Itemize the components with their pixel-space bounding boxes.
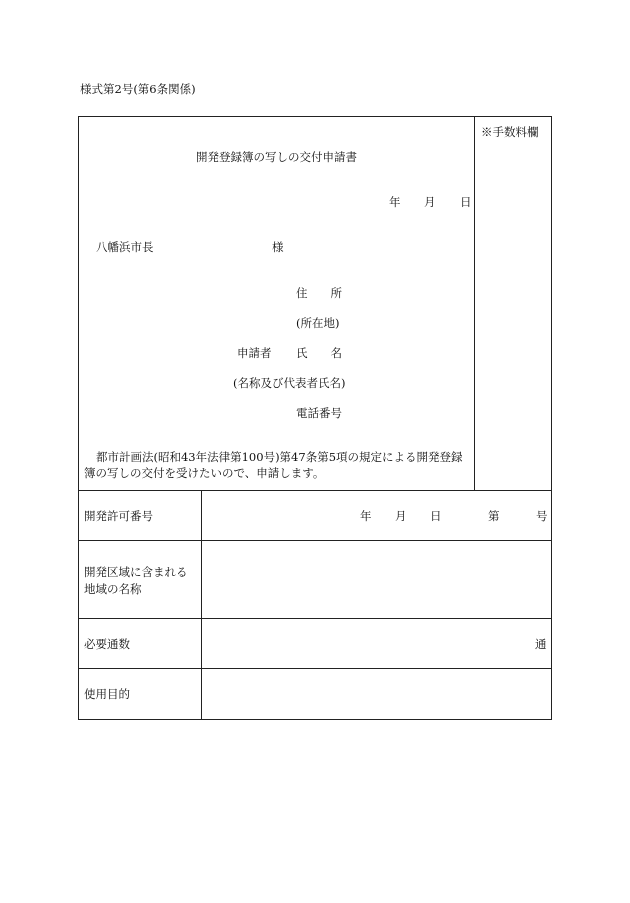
- address-label: 住 所: [296, 286, 342, 300]
- permit-dai: 第: [488, 509, 500, 523]
- divider-row-1: [78, 540, 552, 541]
- divider-row-2: [78, 618, 552, 619]
- form-number: 様式第2号(第6条関係): [80, 82, 196, 96]
- addressee-name: 八幡浜市長: [96, 240, 154, 254]
- area-name-label: 開発区域に含まれる地域の名称: [84, 565, 188, 596]
- fee-column-divider: [474, 116, 475, 490]
- date-day: 日: [460, 195, 472, 209]
- date-year: 年: [389, 195, 401, 209]
- name-label: 氏 名: [296, 346, 342, 360]
- divider-row-3: [78, 668, 552, 669]
- copies-label: 必要通数: [84, 637, 130, 651]
- label-column-divider: [201, 490, 202, 720]
- permit-go: 号: [536, 509, 548, 523]
- divider-top-section: [78, 490, 552, 491]
- address-sub-label: (所在地): [296, 316, 340, 330]
- permit-year: 年: [360, 509, 372, 523]
- date-month: 月: [424, 195, 436, 209]
- fee-column-label: ※手数料欄: [481, 125, 539, 139]
- copies-unit: 通: [535, 637, 547, 651]
- phone-label: 電話番号: [296, 406, 342, 420]
- permit-number-label: 開発許可番号: [84, 509, 153, 523]
- applicant-label: 申請者: [237, 346, 272, 360]
- statement-text: 都市計画法(昭和43年法律第100号)第47条第5項の規定による開発登録簿の写しの交付を受けたいので、申請します。: [84, 450, 463, 480]
- permit-day: 日: [430, 509, 442, 523]
- addressee-honorific: 様: [272, 240, 284, 254]
- form-title: 開発登録簿の写しの交付申請書: [196, 150, 357, 164]
- purpose-label: 使用目的: [84, 687, 130, 701]
- permit-month: 月: [395, 509, 407, 523]
- name-sub-label: (名称及び代表者氏名): [233, 376, 346, 390]
